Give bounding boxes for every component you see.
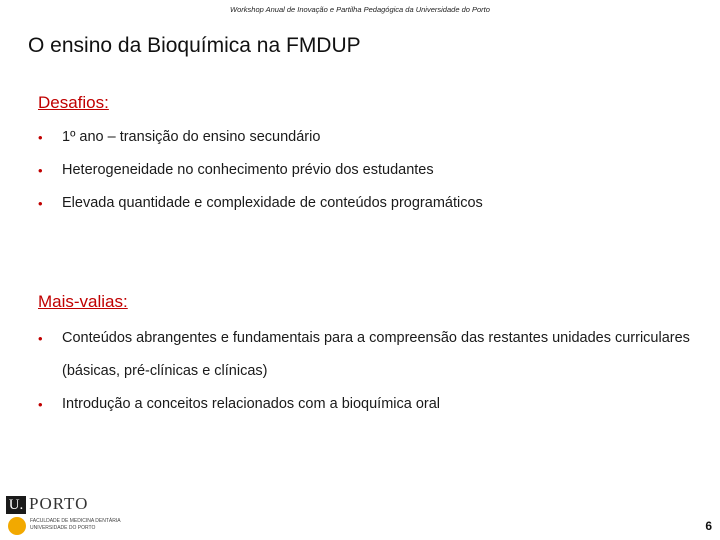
section-heading-mais-valias: Mais-valias: bbox=[38, 292, 128, 311]
list-item bbox=[38, 121, 712, 154]
slide-title: O ensino da Bioquímica na FMDUP bbox=[28, 34, 361, 57]
bullet-dot-icon: • bbox=[38, 130, 43, 145]
desafios-list bbox=[38, 121, 712, 220]
faculty-name bbox=[30, 518, 121, 532]
list-item bbox=[38, 154, 712, 187]
mais-valias-list bbox=[38, 322, 712, 421]
faculty-emblem-icon bbox=[8, 517, 26, 535]
bullet-dot-icon: • bbox=[38, 163, 43, 178]
logo-u-mark: U. bbox=[6, 496, 26, 514]
faculty-line: FACULDADE DE MEDICINA DENTÁRIA bbox=[30, 518, 121, 524]
list-item-text: 1º ano – transição do ensino secundário bbox=[62, 129, 321, 145]
list-item bbox=[38, 322, 712, 388]
list-item bbox=[38, 187, 712, 220]
section-heading-desafios: Desafios: bbox=[38, 93, 109, 112]
list-item bbox=[38, 388, 712, 421]
page-number: 6 bbox=[705, 519, 712, 533]
bullet-dot-icon: • bbox=[38, 397, 43, 412]
workshop-header: Workshop Anual de Inovação e Partilha Pedagógica da Universidade do Porto bbox=[230, 5, 490, 14]
u-porto-logo bbox=[6, 492, 156, 538]
logo-porto-text: PORTO bbox=[29, 494, 89, 513]
list-item-text: Conteúdos abrangentes e fundamentais para a compreensão das restantes unidades curriculares (básicas, pré-clínicas e clínicas) bbox=[62, 330, 690, 379]
bullet-dot-icon: • bbox=[38, 196, 43, 211]
list-item-text: Elevada quantidade e complexidade de conteúdos programáticos bbox=[62, 195, 483, 211]
list-item-text: Introdução a conceitos relacionados com a bioquímica oral bbox=[62, 396, 441, 412]
list-item-text: Heterogeneidade no conhecimento prévio dos estudantes bbox=[62, 162, 434, 178]
bullet-dot-icon: • bbox=[38, 331, 43, 346]
university-line: UNIVERSIDADE DO PORTO bbox=[30, 525, 96, 531]
